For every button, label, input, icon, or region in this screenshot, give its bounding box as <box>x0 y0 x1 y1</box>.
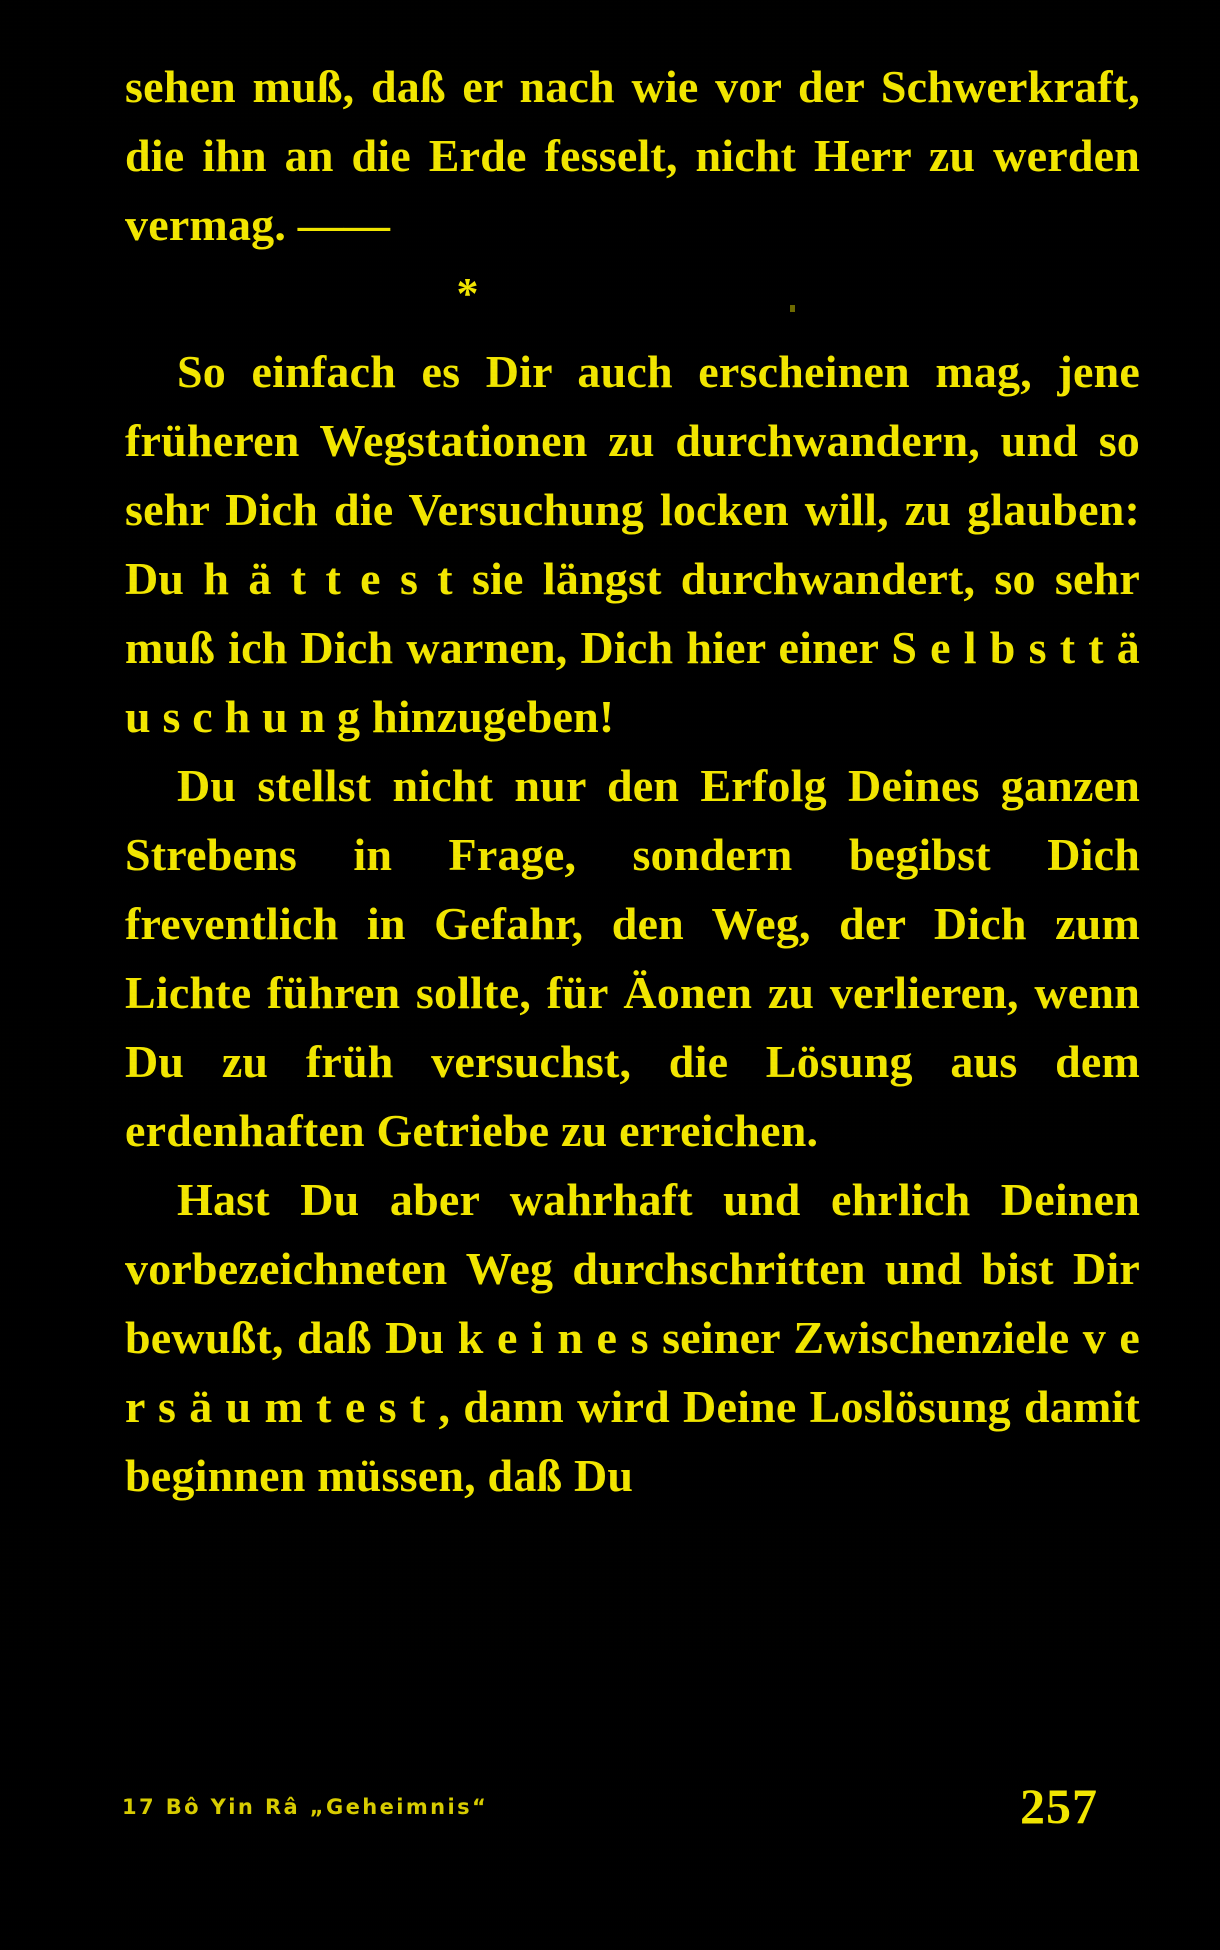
scan-speck-artifact <box>790 305 795 312</box>
page-footer <box>0 1778 1220 1865</box>
page-text-column <box>125 52 1140 1510</box>
footer-signature-note: 17 Bô Yin Râ „Geheimnis“ <box>122 1795 489 1819</box>
paragraph-2: So einfach es Dir auch erscheinen mag, jene früheren Wegstationen zu durchwandern, und so sehr Dich die Versuchung locken will, zu glauben: Du h ä t t e s t sie längst durchwandert, so sehr muß ich Dich warnen, Dich hier einer S e l b s t t ä u s c h u n g hinzugeben! <box>125 346 1140 742</box>
section-separator-asterisk: * <box>456 269 479 318</box>
page-number: 257 <box>1020 1778 1098 1834</box>
paragraph-4: Hast Du aber wahrhaft und ehrlich Deinen vorbezeichneten Weg durchschritten und bist Dir bewußt, daß Du k e i n e s seiner Zwischenziele v e r s ä u m t e s t , dann wird Deine Loslösung damit beginnen müssen, daß Du <box>125 1174 1140 1501</box>
paragraph-3: Du stellst nicht nur den Erfolg Deines ganzen Strebens in Frage, sondern begibst Dich freventlich in Gefahr, den Weg, der Dich zum Lichte führen sollte, für Äonen zu verlieren, wenn Du zu früh versuchst, die Lösung aus dem erdenhaften Getriebe zu erreichen. <box>125 760 1140 1156</box>
paragraph-continuation: sehen muß, daß er nach wie vor der Schwerkraft, die ihn an die Erde fesselt, nicht Herr zu werden vermag. —— <box>125 61 1140 250</box>
